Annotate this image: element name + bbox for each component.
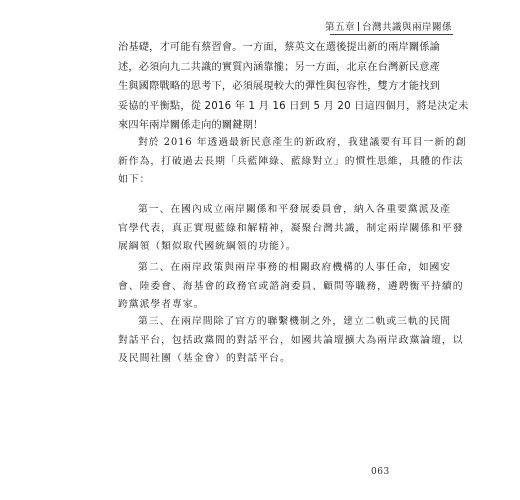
text-line: 述，必須向九二共識的實質內涵靠攏；另一方面，北京在台灣新民意產 bbox=[118, 61, 441, 73]
header-rule bbox=[330, 34, 453, 35]
running-header bbox=[325, 19, 452, 33]
text-line: 生與國際戰略的思考下，必須展現較大的彈性與包容性，雙方才能找到 bbox=[118, 81, 441, 92]
paragraph-1 bbox=[118, 38, 469, 136]
header-separator bbox=[358, 22, 359, 31]
paragraph-4 bbox=[118, 259, 464, 315]
page-number: 063 bbox=[371, 467, 390, 477]
text-line: 展綱領（類似取代國統綱領的功能）。 bbox=[118, 241, 297, 252]
text-line: 治基礎，才可能有蔡習會。一方面，蔡英文在選後提出新的兩岸關係論 bbox=[118, 42, 441, 53]
text-line: 對於 2016 年透過最新民意產生的新政府，我建議要有耳目一新的創 bbox=[138, 137, 467, 148]
text-line: 新作為，打破過去長期「兵藍陣綠、藍綠對立」的慣性思維，具體的作法 bbox=[118, 155, 464, 167]
text-line: 會、陸委會、海基會的政務官或諮詢委員、顧問等職務，遴聘衡平持續的 bbox=[118, 280, 464, 292]
text-line: 對話平台，包括政黨間的對話平台，如國共論壇擴大為兩岸政黨論壇，以 bbox=[118, 334, 464, 346]
text-line: 第二、在兩岸政策與兩岸事務的相關政府機構的人事任命，如國安 bbox=[138, 262, 452, 273]
text-line: 第三、在兩岸間除了官方的聯繫機制之外，建立二軌或三軌的民間 bbox=[138, 316, 452, 327]
text-line: 官學代表，真正實現藍綠和解精神，凝聚台灣共識，制定兩岸關係和平發 bbox=[118, 222, 464, 234]
text-line: 如下： bbox=[118, 174, 151, 185]
chapter-title: 台灣共識與兩岸關係 bbox=[361, 22, 452, 33]
text-line: 及民間社團（基金會）的對話平台。 bbox=[118, 353, 291, 364]
paragraph-5 bbox=[118, 313, 464, 369]
chapter-number: 第五章 bbox=[324, 22, 355, 33]
text-line: 跨黨派學者專家。 bbox=[118, 299, 205, 310]
paragraph-3 bbox=[118, 201, 464, 257]
text-line: 第一、在國內成立兩岸關係和平發展委員會，納入各重要黨派及產 bbox=[138, 204, 452, 215]
text-line: 妥協的平衡點，從 2016 年 1 月 16 日到 5 月 20 日這四個月，將是決定未 bbox=[118, 100, 469, 112]
text-line: 來四年兩岸關係走向的關鍵期！ bbox=[118, 120, 264, 131]
paragraph-2 bbox=[118, 134, 467, 190]
